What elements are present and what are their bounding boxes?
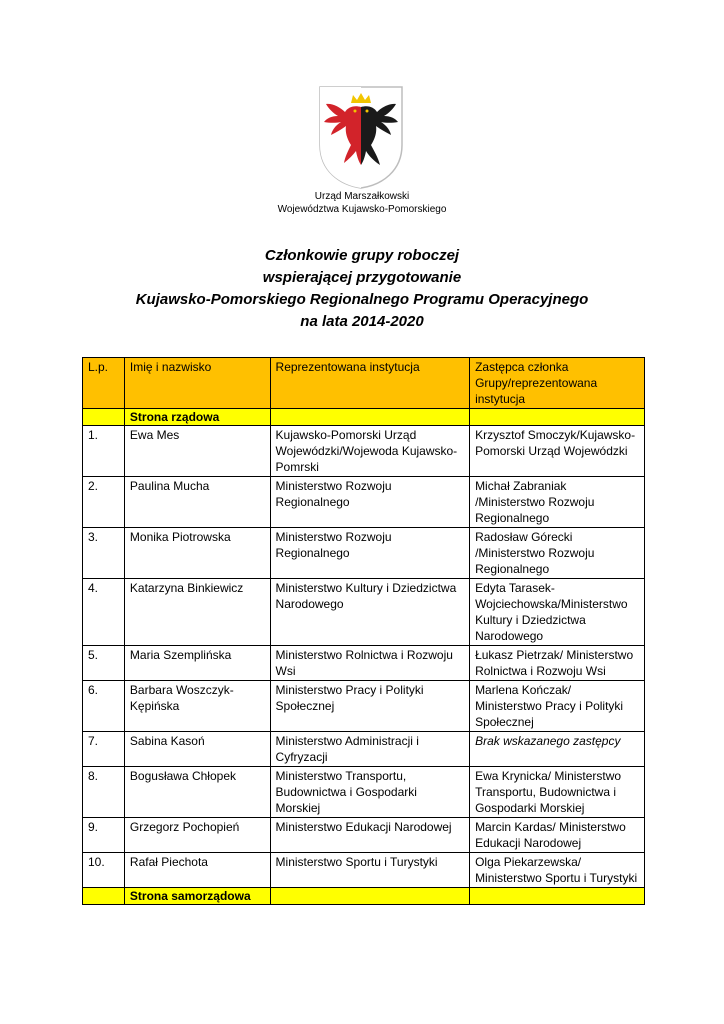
- title-line-1: Członkowie grupy roboczej: [264, 247, 460, 264]
- row-no: 4.: [83, 579, 125, 646]
- table-row: [83, 767, 645, 818]
- section-label: Strona samorządowa: [129, 889, 251, 903]
- row-name: Grzegorz Pochopień: [124, 818, 270, 853]
- issuing-office: [0, 190, 724, 216]
- row-institution: Ministerstwo Rozwoju Regionalnego: [270, 477, 470, 528]
- row-no: 8.: [83, 767, 125, 818]
- row-deputy: Marlena Kończak/ Ministerstwo Pracy i Polityki Społecznej: [470, 681, 645, 732]
- members-table: [82, 357, 645, 905]
- row-no: 7.: [83, 732, 125, 767]
- row-institution: Ministerstwo Transportu, Budownictwa i Gospodarki Morskiej: [270, 767, 470, 818]
- row-name: Rafał Piechota: [124, 853, 270, 888]
- header-deputy: Zastępca członka Grupy/reprezentowana instytucja: [470, 358, 645, 409]
- row-name: Maria Szemplińska: [124, 646, 270, 681]
- row-institution: Kujawsko-Pomorski Urząd Wojewódzki/Wojewoda Kujawsko-Pomrski: [270, 426, 470, 477]
- row-name: Paulina Mucha: [124, 477, 270, 528]
- row-deputy: Łukasz Pietrzak/ Ministerstwo Rolnictwa i Rozwoju Wsi: [470, 646, 645, 681]
- row-name: Sabina Kasoń: [124, 732, 270, 767]
- row-no: 10.: [83, 853, 125, 888]
- row-deputy: Brak wskazanego zastępcy: [470, 732, 645, 767]
- row-name: Ewa Mes: [124, 426, 270, 477]
- row-no: 2.: [83, 477, 125, 528]
- row-institution: Ministerstwo Pracy i Polityki Społecznej: [270, 681, 470, 732]
- table-row: [83, 732, 645, 767]
- row-deputy: Marcin Kardas/ Ministerstwo Edukacji Narodowej: [470, 818, 645, 853]
- row-no: 6.: [83, 681, 125, 732]
- row-no: 1.: [83, 426, 125, 477]
- row-name: Bogusława Chłopek: [124, 767, 270, 818]
- row-name: Katarzyna Binkiewicz: [124, 579, 270, 646]
- row-deputy: Edyta Tarasek-Wojciechowska/Ministerstwo Kultury i Dziedzictwa Narodowego: [470, 579, 645, 646]
- title-line-3: Kujawsko-Pomorskiego Regionalnego Programu Operacyjnego: [135, 291, 589, 308]
- row-deputy: Krzysztof Smoczyk/Kujawsko-Pomorski Urząd Wojewódzki: [470, 426, 645, 477]
- title-line-2: wspierającej przygotowanie: [262, 269, 462, 286]
- table-row: [83, 646, 645, 681]
- table-header-row: [83, 358, 645, 409]
- row-institution: Ministerstwo Edukacji Narodowej: [270, 818, 470, 853]
- table-row: [83, 681, 645, 732]
- row-no: 3.: [83, 528, 125, 579]
- row-deputy: Olga Piekarzewska/ Ministerstwo Sportu i Turystyki: [470, 853, 645, 888]
- row-institution: Ministerstwo Rolnictwa i Rozwoju Wsi: [270, 646, 470, 681]
- row-institution: Ministerstwo Kultury i Dziedzictwa Narodowego: [270, 579, 470, 646]
- table-row: [83, 818, 645, 853]
- row-institution: Ministerstwo Sportu i Turystyki: [270, 853, 470, 888]
- row-name: Monika Piotrowska: [124, 528, 270, 579]
- office-line-2: Województwa Kujawsko-Pomorskiego: [277, 204, 447, 215]
- title-line-4: na lata 2014-2020: [300, 313, 424, 330]
- row-no: 5.: [83, 646, 125, 681]
- row-deputy: Michał Zabraniak /Ministerstwo Rozwoju Regionalnego: [470, 477, 645, 528]
- row-institution: Ministerstwo Rozwoju Regionalnego: [270, 528, 470, 579]
- coat-of-arms-icon: [318, 85, 404, 190]
- office-line-1: Urząd Marszałkowski: [314, 191, 410, 202]
- document-title: [0, 245, 724, 333]
- header-institution: Reprezentowana instytucja: [270, 358, 470, 409]
- table-row: [83, 426, 645, 477]
- section-row-government: [83, 409, 645, 426]
- header-name: Imię i nazwisko: [124, 358, 270, 409]
- row-no: 9.: [83, 818, 125, 853]
- row-deputy: Radosław Górecki /Ministerstwo Rozwoju Regionalnego: [470, 528, 645, 579]
- section-label: Strona rządowa: [129, 410, 220, 424]
- row-deputy: Ewa Krynicka/ Ministerstwo Transportu, Budownictwa i Gospodarki Morskiej: [470, 767, 645, 818]
- table-row: [83, 853, 645, 888]
- row-institution: Ministerstwo Administracji i Cyfryzacji: [270, 732, 470, 767]
- row-name: Barbara Woszczyk-Kępińska: [124, 681, 270, 732]
- table-row: [83, 528, 645, 579]
- section-row-local: [83, 888, 645, 905]
- header-no: L.p.: [83, 358, 125, 409]
- table-row: [83, 477, 645, 528]
- table-row: [83, 579, 645, 646]
